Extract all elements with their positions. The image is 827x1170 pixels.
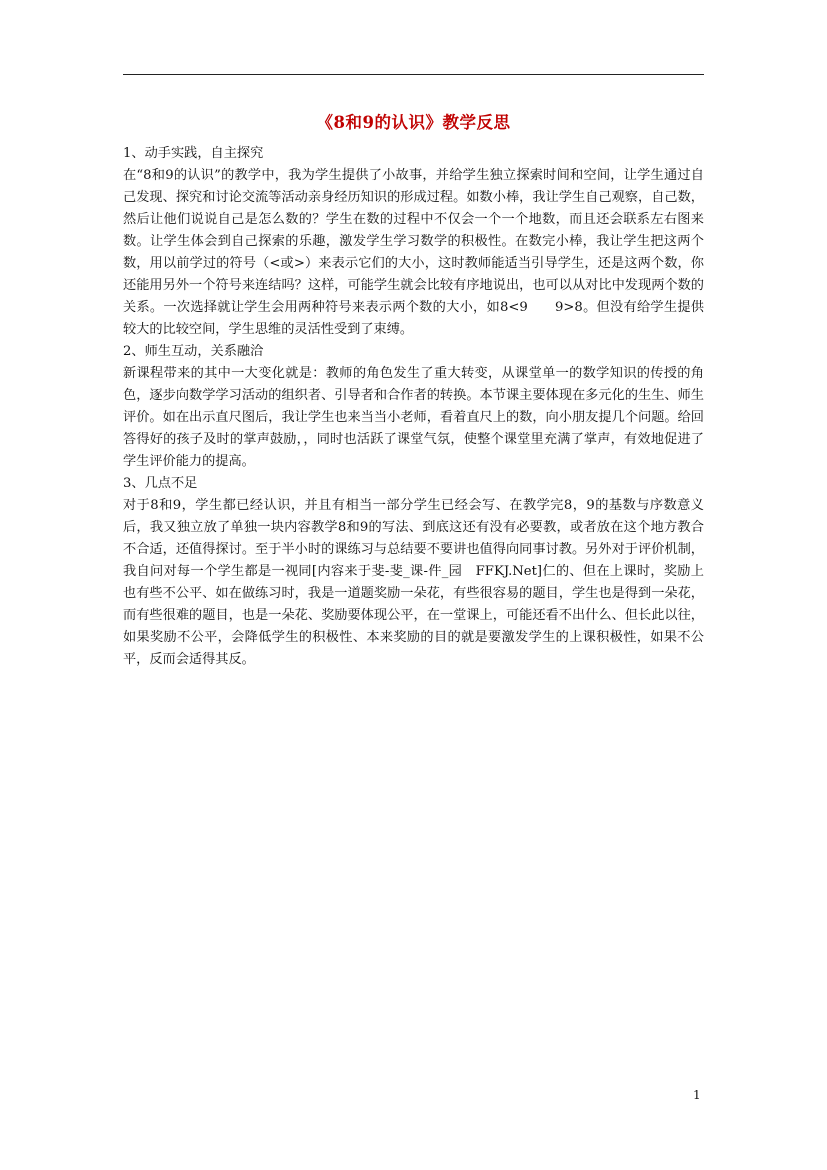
section-3 (123, 473, 704, 671)
header-rule (123, 74, 704, 75)
page-number: 1 (693, 1088, 701, 1102)
document-body (123, 143, 704, 671)
section-heading: 3、几点不足 (123, 476, 198, 491)
document-title: 《8和9的认识》教学反思 (316, 113, 511, 132)
section-1 (123, 143, 704, 341)
section-2 (123, 341, 704, 473)
section-paragraph: 在“8和9的认识”的教学中，我为学生提供了小故事，并给学生独立探索时间和空间，让学生通过自己发现、探究和讨论交流等活动亲身经历知识的形成过程。如数小棒，我让学生自己观察，自己数，然后让他们说说自己是怎么数的？学生在数的过程中不仅会一个一个地数，而且还会联系左右图来数。让学生体会到自己探索的乐趣，激发学生学习数学的积极性。在数完小棒，我让学生把这两个数，用以前学过的符号（<或>）来表示它们的大小，这时教师能适当引导学生，还是这两个数，你还能用另外一个符号来连结吗？这样，可能学生就会比较有序地说出，也可以从对比中发现两个数的关系。一次选择就让学生会用两种符号来表示两个数的大小，如8<9 9>8。但没有给学生提供较大的比较空间，学生思维的灵活性受到了束缚。 (123, 168, 704, 337)
section-heading: 2、师生互动，关系融洽 (123, 344, 264, 359)
section-paragraph: 新课程带来的其中一大变化就是：教师的角色发生了重大转变，从课堂单一的数学知识的传授的角色，逐步向数学学习活动的组织者、引导者和合作者的转换。本节课主要体现在多元化的生生、师生评价。如在出示直尺图后，我让学生也来当当小老师，看着直尺上的数，向小朋友提几个问题。给回答得好的孩子及时的掌声鼓励，，同时也活跃了课堂气氛，使整个课堂里充满了掌声，有效地促进了学生评价能力的提高。 (123, 366, 704, 469)
section-heading: 1、动手实践，自主探究 (123, 146, 264, 161)
section-paragraph: 对于8和9，学生都已经认识，并且有相当一部分学生已经会写、在教学完8，9的基数与序数意义后，我又独立放了单独一块内容教学8和9的写法、到底这还有没有必要教，或者放在这个地方教合不合适，还值得探讨。至于半小时的课练习与总结要不要讲也值得向同事讨教。另外对于评价机制，我自问对每一个学生都是一视同[内容来于斐-斐_课-件_园 FFKJ.Net]仁的、但在上课时，奖励上也有些不公平、如在做练习时，我是一道题奖励一朵花，有些很容易的题目，学生也是得到一朵花，而有些很难的题目，也是一朵花、奖励要体现公平，在一堂课上，可能还看不出什么、但长此以往，如果奖励不公平，会降低学生的积极性、本来奖励的目的就是要激发学生的上课积极性，如果不公平，反而会适得其反。 (123, 498, 704, 667)
